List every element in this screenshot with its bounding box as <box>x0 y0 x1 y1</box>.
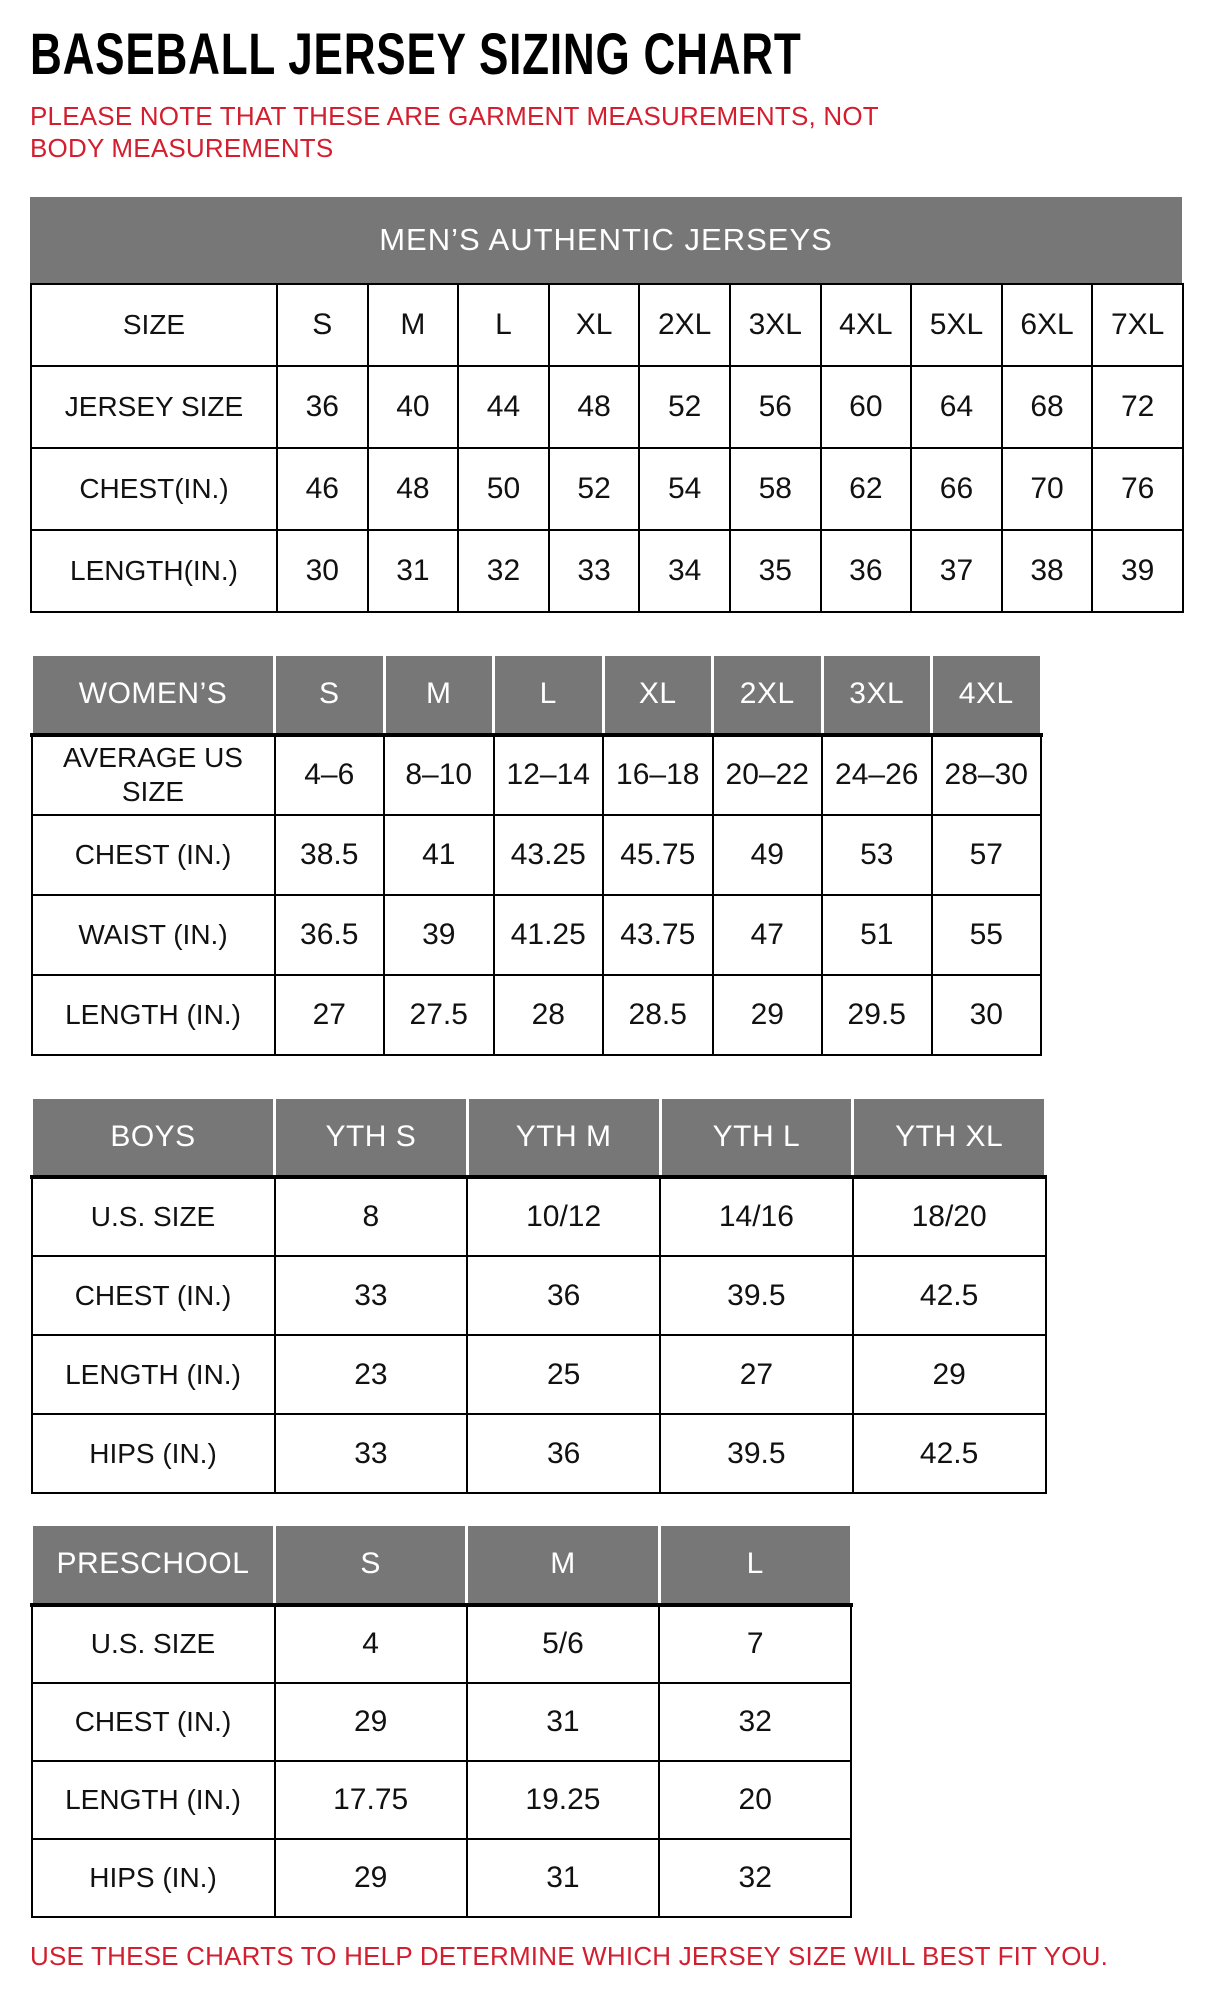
row-label: U.S. SIZE <box>32 1605 275 1683</box>
size-value-cell: 57 <box>932 815 1042 895</box>
garment-measurements-note: PLEASE NOTE THAT THESE ARE GARMENT MEASUREMENTS, NOT BODY MEASUREMENTS <box>30 101 879 163</box>
size-value-cell: 23 <box>275 1335 468 1414</box>
boys-column-header: YTH S <box>275 1097 468 1177</box>
mens-sizing-table <box>30 197 1182 613</box>
preschool-row <box>32 1839 852 1917</box>
size-value-cell: 29 <box>275 1683 467 1761</box>
size-value-cell: 31 <box>368 530 459 612</box>
size-value-cell: 76 <box>1092 448 1183 530</box>
size-value-cell: 58 <box>730 448 821 530</box>
womens-row <box>32 895 1042 975</box>
boys-row <box>32 1414 1046 1493</box>
size-value-cell: XL <box>549 284 640 366</box>
womens-header-row <box>32 655 1042 735</box>
mens-row <box>31 366 1183 448</box>
boys-row <box>32 1256 1046 1335</box>
size-value-cell: 40 <box>368 366 459 448</box>
womens-column-header: XL <box>603 655 713 735</box>
size-value-cell: 4 <box>275 1605 467 1683</box>
size-value-cell: 46 <box>277 448 368 530</box>
boys-column-header: YTH L <box>660 1097 853 1177</box>
size-value-cell: 27 <box>275 975 385 1055</box>
size-value-cell: 64 <box>911 366 1002 448</box>
size-value-cell: 42.5 <box>853 1414 1046 1493</box>
size-value-cell: 28 <box>494 975 604 1055</box>
preschool-column-header: L <box>659 1525 851 1605</box>
preschool-table-grid <box>30 1523 853 1918</box>
size-value-cell: 17.75 <box>275 1761 467 1839</box>
size-value-cell: 31 <box>467 1839 659 1917</box>
size-value-cell: 35 <box>730 530 821 612</box>
preschool-header-row <box>32 1525 852 1605</box>
size-value-cell: 43.25 <box>494 815 604 895</box>
size-value-cell: 3XL <box>730 284 821 366</box>
size-value-cell: 48 <box>549 366 640 448</box>
size-value-cell: 8 <box>275 1177 468 1256</box>
womens-column-header: S <box>275 655 385 735</box>
footer-note: USE THESE CHARTS TO HELP DETERMINE WHICH JERSEY SIZE WILL BEST FIT YOU. <box>30 1940 1109 1971</box>
size-value-cell: 24–26 <box>822 735 932 815</box>
size-value-cell: 28.5 <box>603 975 713 1055</box>
size-value-cell: 12–14 <box>494 735 604 815</box>
size-value-cell: 41 <box>384 815 494 895</box>
mens-row <box>31 284 1183 366</box>
size-value-cell: 60 <box>821 366 912 448</box>
size-value-cell: 29.5 <box>822 975 932 1055</box>
preschool-column-header: M <box>467 1525 659 1605</box>
size-value-cell: S <box>277 284 368 366</box>
size-value-cell: 34 <box>639 530 730 612</box>
size-value-cell: 25 <box>467 1335 660 1414</box>
size-value-cell: 55 <box>932 895 1042 975</box>
mens-row <box>31 530 1183 612</box>
size-value-cell: 37 <box>911 530 1002 612</box>
size-value-cell: 39.5 <box>660 1414 853 1493</box>
boys-header-row <box>32 1097 1046 1177</box>
mens-table-title: MEN’S AUTHENTIC JERSEYS <box>30 197 1182 283</box>
size-value-cell: 5XL <box>911 284 1002 366</box>
mens-table-grid <box>30 283 1184 613</box>
row-label: SIZE <box>31 284 277 366</box>
row-label: CHEST (IN.) <box>32 815 275 895</box>
size-value-cell: 62 <box>821 448 912 530</box>
size-value-cell: 36 <box>821 530 912 612</box>
womens-column-header: M <box>384 655 494 735</box>
size-value-cell: 29 <box>713 975 823 1055</box>
size-value-cell: 7XL <box>1092 284 1183 366</box>
preschool-row <box>32 1683 852 1761</box>
preschool-column-header: S <box>275 1525 467 1605</box>
preschool-header-label: PRESCHOOL <box>32 1525 275 1605</box>
size-value-cell: 27.5 <box>384 975 494 1055</box>
row-label: HIPS (IN.) <box>32 1839 275 1917</box>
size-value-cell: 33 <box>549 530 640 612</box>
size-value-cell: 4XL <box>821 284 912 366</box>
size-value-cell: 50 <box>458 448 549 530</box>
size-value-cell: 4–6 <box>275 735 385 815</box>
size-value-cell: 33 <box>275 1256 468 1335</box>
row-label: LENGTH(IN.) <box>31 530 277 612</box>
size-value-cell: 36 <box>467 1414 660 1493</box>
row-label: CHEST (IN.) <box>32 1683 275 1761</box>
size-value-cell: 56 <box>730 366 821 448</box>
womens-column-header: L <box>494 655 604 735</box>
page-title: BASEBALL JERSEY SIZING CHART <box>30 22 802 87</box>
size-value-cell: 44 <box>458 366 549 448</box>
size-value-cell: 19.25 <box>467 1761 659 1839</box>
size-value-cell: 7 <box>659 1605 851 1683</box>
boys-column-header: YTH M <box>467 1097 660 1177</box>
size-value-cell: 68 <box>1002 366 1093 448</box>
sizing-chart-page <box>0 22 1220 2000</box>
row-label: LENGTH (IN.) <box>32 975 275 1055</box>
size-value-cell: 52 <box>549 448 640 530</box>
size-value-cell: 48 <box>368 448 459 530</box>
womens-column-header: 3XL <box>822 655 932 735</box>
size-value-cell: 5/6 <box>467 1605 659 1683</box>
womens-row <box>32 975 1042 1055</box>
size-value-cell: 43.75 <box>603 895 713 975</box>
boys-header-label: BOYS <box>32 1097 275 1177</box>
size-value-cell: 32 <box>659 1683 851 1761</box>
womens-table-grid <box>30 653 1043 1056</box>
row-label: WAIST (IN.) <box>32 895 275 975</box>
preschool-sizing-table <box>30 1523 850 1918</box>
boys-row <box>32 1335 1046 1414</box>
row-label: U.S. SIZE <box>32 1177 275 1256</box>
size-value-cell: 36 <box>277 366 368 448</box>
size-value-cell: 41.25 <box>494 895 604 975</box>
size-value-cell: 14/16 <box>660 1177 853 1256</box>
womens-row <box>32 735 1042 815</box>
mens-row <box>31 448 1183 530</box>
size-value-cell: 20 <box>659 1761 851 1839</box>
size-value-cell: L <box>458 284 549 366</box>
size-value-cell: 28–30 <box>932 735 1042 815</box>
size-value-cell: 33 <box>275 1414 468 1493</box>
size-value-cell: 30 <box>932 975 1042 1055</box>
size-value-cell: M <box>368 284 459 366</box>
size-value-cell: 32 <box>458 530 549 612</box>
size-value-cell: 39 <box>384 895 494 975</box>
size-value-cell: 54 <box>639 448 730 530</box>
size-value-cell: 39 <box>1092 530 1183 612</box>
size-value-cell: 30 <box>277 530 368 612</box>
size-value-cell: 31 <box>467 1683 659 1761</box>
row-label: JERSEY SIZE <box>31 366 277 448</box>
size-value-cell: 27 <box>660 1335 853 1414</box>
size-value-cell: 39.5 <box>660 1256 853 1335</box>
womens-header-label: WOMEN’S <box>32 655 275 735</box>
size-value-cell: 47 <box>713 895 823 975</box>
size-value-cell: 51 <box>822 895 932 975</box>
size-value-cell: 72 <box>1092 366 1183 448</box>
row-label: HIPS (IN.) <box>32 1414 275 1493</box>
size-value-cell: 29 <box>275 1839 467 1917</box>
row-label: AVERAGE US SIZE <box>32 735 275 815</box>
row-label: CHEST(IN.) <box>31 448 277 530</box>
tables-host <box>30 197 1220 1918</box>
size-value-cell: 20–22 <box>713 735 823 815</box>
size-value-cell: 32 <box>659 1839 851 1917</box>
size-value-cell: 38.5 <box>275 815 385 895</box>
womens-row <box>32 815 1042 895</box>
boys-column-header: YTH XL <box>853 1097 1046 1177</box>
preschool-row <box>32 1761 852 1839</box>
size-value-cell: 36 <box>467 1256 660 1335</box>
preschool-row <box>32 1605 852 1683</box>
womens-column-header: 4XL <box>932 655 1042 735</box>
row-label: CHEST (IN.) <box>32 1256 275 1335</box>
womens-column-header: 2XL <box>713 655 823 735</box>
womens-sizing-table <box>30 653 1040 1056</box>
boys-sizing-table <box>30 1096 1044 1495</box>
size-value-cell: 10/12 <box>467 1177 660 1256</box>
size-value-cell: 6XL <box>1002 284 1093 366</box>
row-label: LENGTH (IN.) <box>32 1335 275 1414</box>
size-value-cell: 29 <box>853 1335 1046 1414</box>
size-value-cell: 18/20 <box>853 1177 1046 1256</box>
size-value-cell: 8–10 <box>384 735 494 815</box>
size-value-cell: 52 <box>639 366 730 448</box>
size-value-cell: 16–18 <box>603 735 713 815</box>
size-value-cell: 42.5 <box>853 1256 1046 1335</box>
size-value-cell: 49 <box>713 815 823 895</box>
size-value-cell: 36.5 <box>275 895 385 975</box>
size-value-cell: 2XL <box>639 284 730 366</box>
size-value-cell: 66 <box>911 448 1002 530</box>
size-value-cell: 38 <box>1002 530 1093 612</box>
row-label: LENGTH (IN.) <box>32 1761 275 1839</box>
boys-table-grid <box>30 1096 1047 1495</box>
size-value-cell: 53 <box>822 815 932 895</box>
size-value-cell: 70 <box>1002 448 1093 530</box>
boys-row <box>32 1177 1046 1256</box>
size-value-cell: 45.75 <box>603 815 713 895</box>
